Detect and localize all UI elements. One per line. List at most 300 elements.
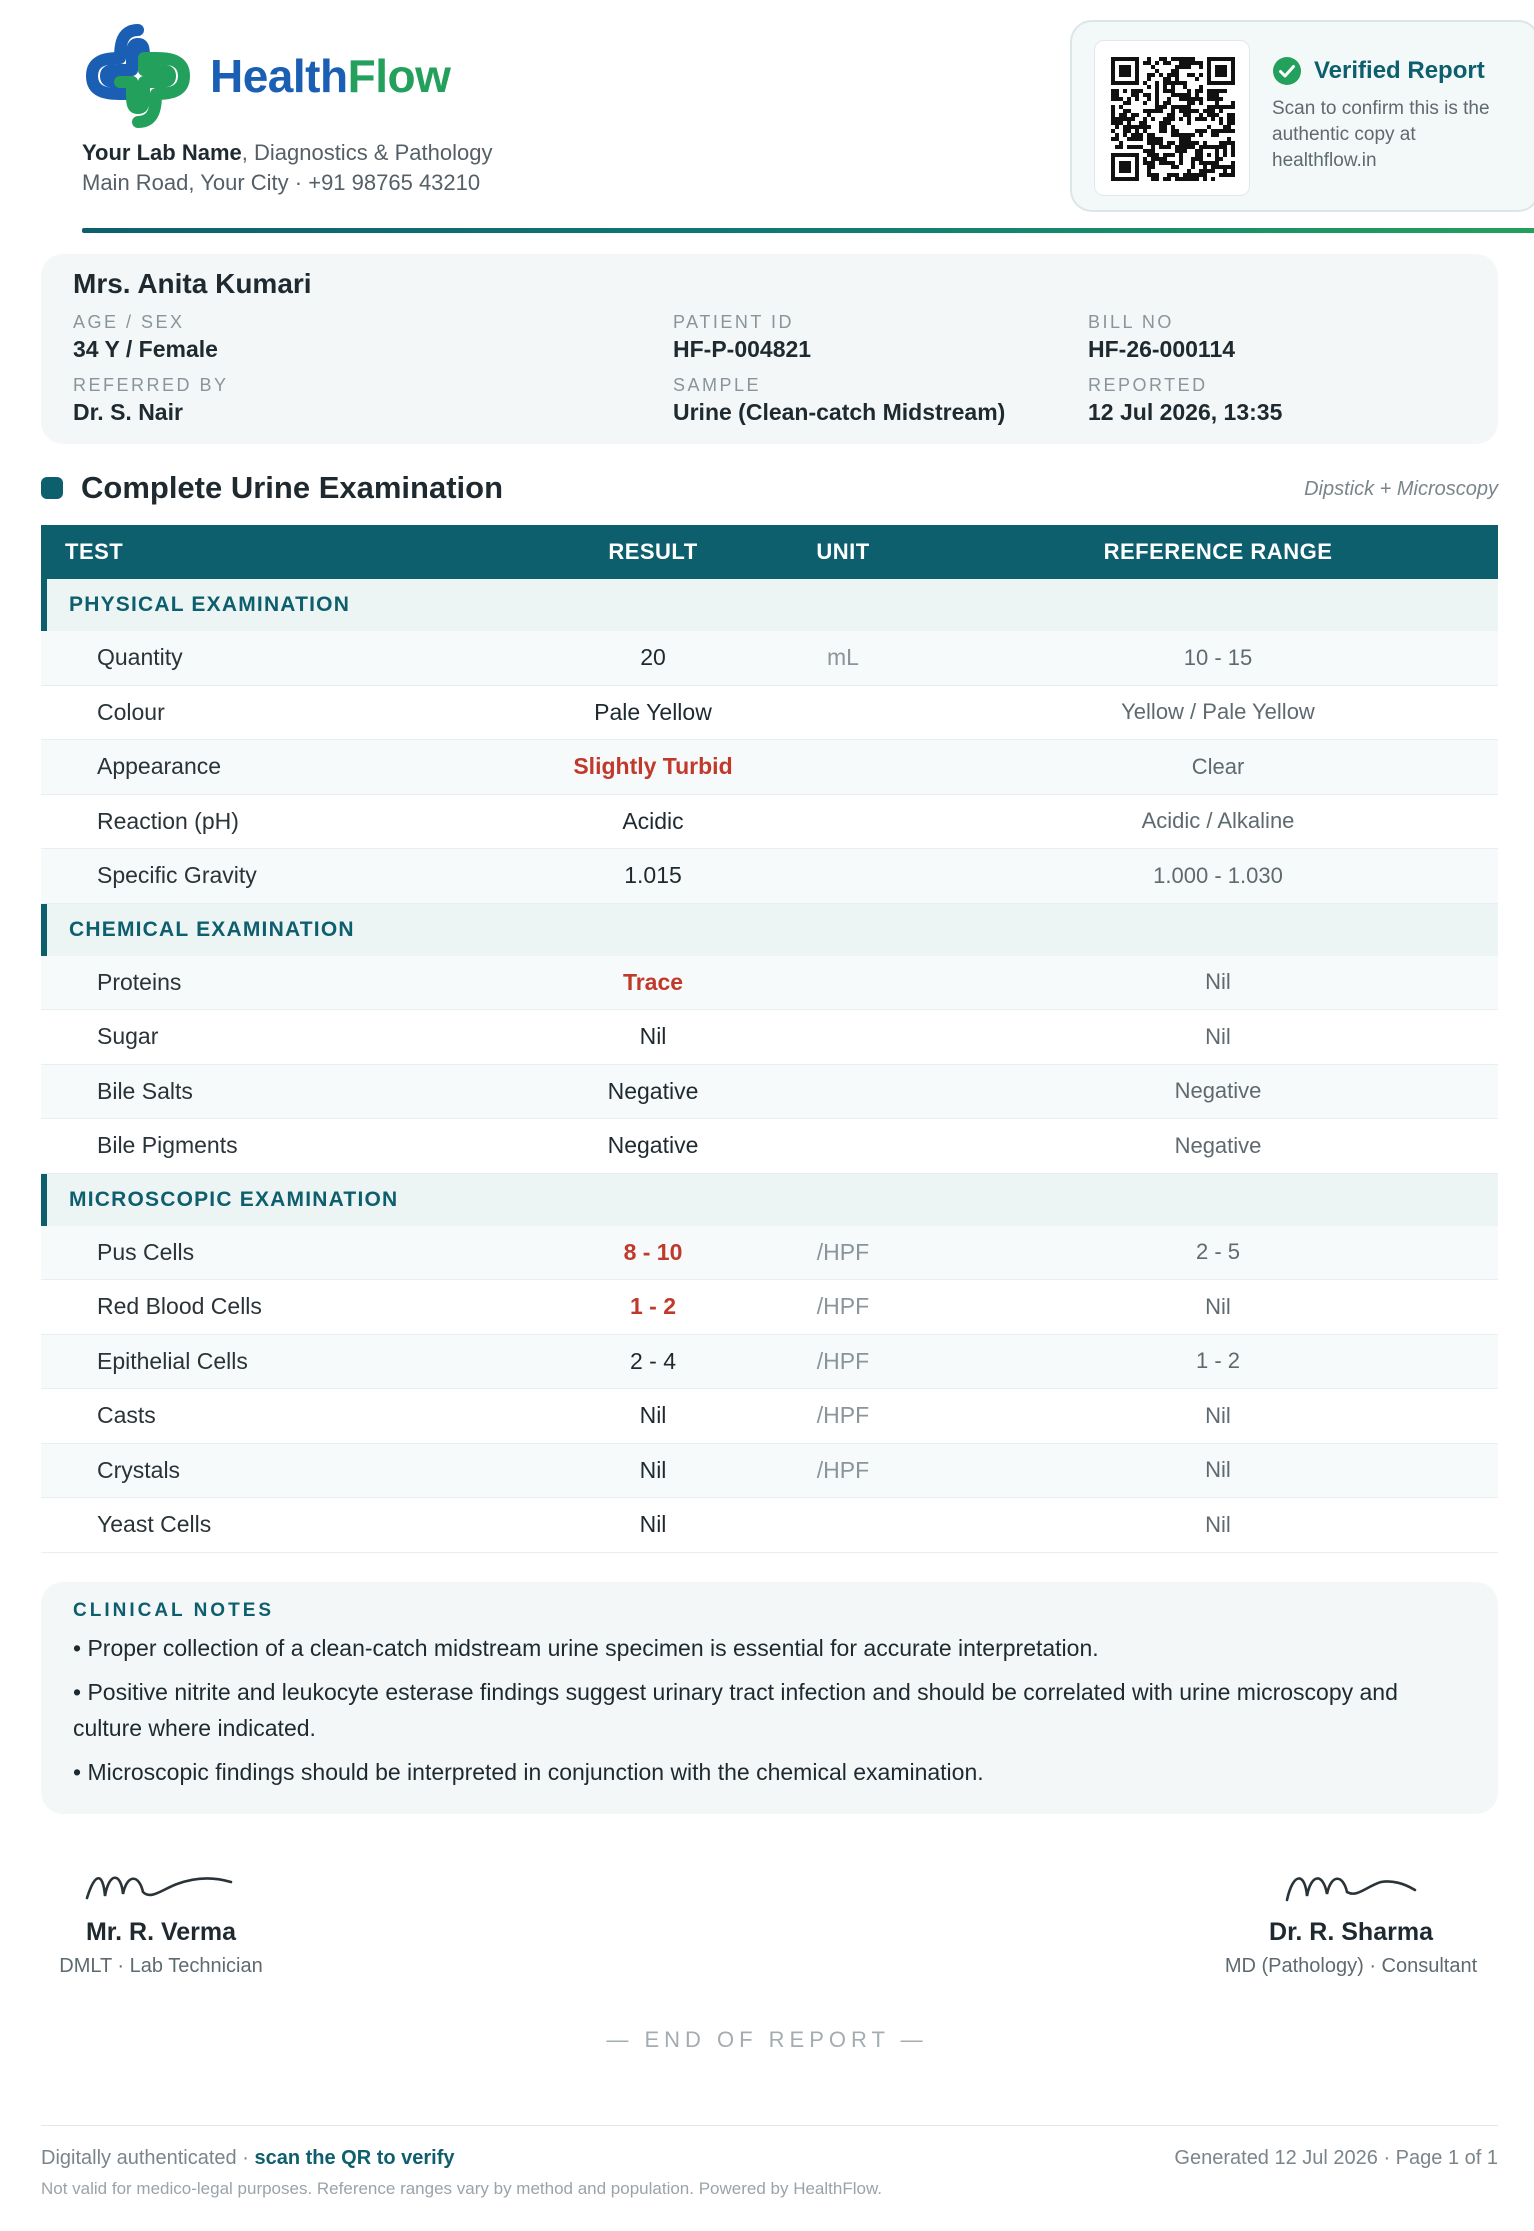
- qr-module: [1231, 165, 1235, 169]
- reported-label: REPORTED: [1088, 375, 1208, 395]
- qr-module: [1163, 105, 1167, 109]
- qr-module: [1151, 165, 1155, 169]
- qr-module: [1123, 125, 1127, 129]
- qr-module: [1163, 57, 1167, 61]
- qr-module: [1175, 69, 1179, 73]
- qr-module: [1175, 173, 1179, 177]
- reference-range-cell: Negative: [1174, 1132, 1262, 1158]
- qr-module: [1151, 153, 1155, 157]
- test-name-cell: Epithelial Cells: [97, 1347, 248, 1374]
- qr-module: [1159, 145, 1163, 149]
- qr-module: [1143, 129, 1147, 133]
- qr-module: [1143, 101, 1147, 105]
- qr-module: [1139, 133, 1143, 137]
- qr-module: [1171, 73, 1175, 77]
- qr-module: [1143, 117, 1147, 121]
- qr-module: [1163, 121, 1167, 125]
- qr-module: [1207, 105, 1211, 109]
- qr-module: [1171, 57, 1175, 61]
- qr-module: [1159, 121, 1163, 125]
- qr-module: [1219, 109, 1223, 113]
- qr-module: [1151, 149, 1155, 153]
- table-row: [41, 1010, 1498, 1065]
- qr-module: [1175, 105, 1179, 109]
- qr-module: [1171, 85, 1175, 89]
- brand-name-part2: Flow: [347, 50, 451, 102]
- qr-module: [1183, 133, 1187, 137]
- qr-module: [1127, 137, 1131, 141]
- qr-module: [1171, 173, 1175, 177]
- qr-module: [1171, 161, 1175, 165]
- qr-module: [1143, 157, 1147, 161]
- clinical-note: • Positive nitrite and leukocyte esterase findings suggest urinary tract infection and should be correlated with urine microscopy and culture where indicated.: [73, 1679, 1398, 1741]
- qr-module: [1147, 109, 1151, 113]
- qr-module: [1147, 125, 1151, 129]
- test-name-cell: Yeast Cells: [97, 1511, 212, 1538]
- qr-module: [1207, 89, 1211, 93]
- qr-module: [1123, 113, 1127, 117]
- qr-module: [1179, 161, 1183, 165]
- qr-module: [1191, 133, 1195, 137]
- qr-module: [1131, 89, 1135, 93]
- result-cell: Trace: [622, 968, 684, 995]
- qr-module: [1147, 173, 1151, 177]
- lab-address: Main Road, Your City · +91 98765 43210: [82, 170, 481, 195]
- qr-module: [1159, 161, 1163, 165]
- qr-module: [1155, 157, 1159, 161]
- qr-module: [1171, 129, 1175, 133]
- qr-module: [1159, 137, 1163, 141]
- qr-module: [1211, 105, 1215, 109]
- referred-by-label: REFERRED BY: [73, 375, 229, 395]
- qr-module: [1219, 157, 1223, 161]
- qr-module: [1187, 73, 1191, 77]
- qr-module: [1159, 109, 1163, 113]
- qr-module: [1167, 77, 1171, 81]
- qr-module: [1115, 93, 1119, 97]
- signature-scribble-icon: [81, 1862, 241, 1908]
- reference-range-cell: Nil: [1205, 1457, 1231, 1483]
- qr-module: [1171, 117, 1175, 121]
- qr-code[interactable]: [1094, 40, 1250, 196]
- qr-module: [1155, 173, 1159, 177]
- section-title: [41, 470, 503, 506]
- qr-module: [1187, 113, 1191, 117]
- verified-description: Scan to confirm this is the authentic copy at healthflow.in: [1272, 98, 1490, 171]
- qr-module: [1167, 121, 1171, 125]
- test-name-cell: Reaction (pH): [97, 807, 239, 834]
- reference-range-cell: Nil: [1205, 1511, 1231, 1537]
- qr-module: [1159, 105, 1163, 109]
- reference-range-cell: Acidic / Alkaline: [1141, 808, 1295, 834]
- qr-module: [1147, 77, 1151, 81]
- qr-module: [1223, 145, 1227, 149]
- qr-module: [1227, 165, 1231, 169]
- qr-module: [1203, 173, 1207, 177]
- qr-module: [1223, 169, 1227, 173]
- qr-module: [1127, 117, 1131, 121]
- qr-module: [1111, 109, 1115, 113]
- qr-module: [1215, 65, 1227, 77]
- qr-module: [1147, 137, 1151, 141]
- qr-module: [1171, 93, 1175, 97]
- qr-module: [1231, 113, 1235, 117]
- healthflow-cross-logo-icon: [82, 20, 194, 132]
- table-row: [41, 1226, 1498, 1281]
- footer-generated: Generated 12 Jul 2026 · Page 1 of 1: [1174, 2147, 1498, 2169]
- qr-module: [1155, 61, 1159, 65]
- qr-module: [1171, 69, 1175, 73]
- qr-module: [1151, 109, 1155, 113]
- qr-module: [1223, 89, 1227, 93]
- signature-technician: [41, 1862, 281, 1978]
- qr-module: [1231, 129, 1235, 133]
- qr-module: [1151, 117, 1155, 121]
- qr-module: [1231, 105, 1235, 109]
- qr-module: [1231, 141, 1235, 145]
- qr-module: [1163, 81, 1167, 85]
- table-row: [41, 1389, 1498, 1444]
- qr-module: [1147, 93, 1151, 97]
- qr-module: [1219, 89, 1223, 93]
- qr-module: [1195, 97, 1199, 101]
- qr-module: [1159, 157, 1163, 161]
- brand-logo: [82, 20, 450, 132]
- qr-module: [1147, 73, 1151, 77]
- table-group-header: CHEMICAL EXAMINATION: [41, 904, 1498, 956]
- reference-range-cell: Negative: [1174, 1078, 1262, 1104]
- qr-module: [1183, 85, 1187, 89]
- qr-module: [1175, 73, 1179, 77]
- lab-suffix: , Diagnostics & Pathology: [241, 140, 493, 165]
- qr-module: [1147, 149, 1151, 153]
- qr-module: [1211, 169, 1215, 173]
- qr-module: [1143, 61, 1147, 65]
- table-row: [41, 631, 1498, 686]
- signature-scribble-icon: [1281, 1862, 1421, 1908]
- qr-module: [1123, 109, 1127, 113]
- qr-module: [1163, 157, 1167, 161]
- section-title-text: Complete Urine Examination: [81, 470, 504, 505]
- patient-id-label: PATIENT ID: [673, 312, 795, 332]
- qr-module: [1211, 89, 1215, 93]
- qr-module: [1123, 117, 1127, 121]
- result-cell: 20: [640, 644, 666, 671]
- patient-id-value: HF-P-004821: [673, 336, 812, 362]
- qr-module: [1215, 165, 1219, 169]
- qr-module: [1183, 57, 1187, 61]
- qr-module: [1151, 177, 1155, 181]
- qr-module: [1175, 65, 1179, 69]
- consultant-name: Dr. R. Sharma: [1269, 1918, 1433, 1946]
- qr-module: [1191, 157, 1195, 161]
- qr-module: [1159, 141, 1163, 145]
- footer-divider: [41, 2125, 1498, 2126]
- table-row: [41, 956, 1498, 1011]
- qr-module: [1179, 157, 1183, 161]
- qr-module: [1175, 145, 1179, 149]
- result-cell: 1.015: [624, 862, 682, 889]
- qr-module: [1191, 101, 1195, 105]
- qr-module: [1171, 133, 1175, 137]
- qr-module: [1231, 161, 1235, 165]
- qr-module: [1175, 93, 1179, 97]
- qr-module: [1231, 173, 1235, 177]
- qr-module: [1171, 81, 1175, 85]
- signature-consultant: [1198, 1862, 1504, 1978]
- result-cell: Nil: [639, 1402, 667, 1429]
- unit-cell: /HPF: [816, 1347, 870, 1374]
- qr-module: [1151, 137, 1155, 141]
- reference-range-cell: Nil: [1205, 969, 1231, 995]
- qr-module: [1195, 61, 1199, 65]
- qr-module: [1183, 81, 1187, 85]
- qr-module: [1187, 109, 1191, 113]
- qr-module: [1155, 93, 1159, 97]
- qr-module: [1155, 105, 1159, 109]
- qr-module: [1155, 109, 1159, 113]
- qr-module: [1159, 57, 1163, 61]
- qr-module: [1195, 93, 1199, 97]
- reference-range-cell: Nil: [1205, 1402, 1231, 1428]
- sample-value: Urine (Clean-catch Midstream): [673, 399, 1006, 425]
- qr-module: [1223, 153, 1227, 157]
- qr-module: [1183, 113, 1187, 117]
- qr-module: [1215, 133, 1219, 137]
- qr-module: [1111, 121, 1115, 125]
- qr-module: [1147, 141, 1151, 145]
- qr-module: [1183, 61, 1187, 65]
- qr-module: [1155, 137, 1159, 141]
- check-circle-icon: [1272, 56, 1302, 86]
- qr-module: [1147, 113, 1151, 117]
- qr-module: [1155, 69, 1159, 73]
- qr-module: [1135, 113, 1139, 117]
- unit-cell: /HPF: [816, 1238, 870, 1265]
- brand-name-part1: Health: [210, 50, 348, 102]
- table-row: [41, 1119, 1498, 1174]
- qr-module: [1223, 165, 1227, 169]
- qr-module: [1131, 133, 1135, 137]
- qr-module: [1179, 97, 1183, 101]
- qr-module: [1211, 117, 1215, 121]
- qr-module: [1131, 137, 1135, 141]
- qr-module: [1171, 109, 1175, 113]
- qr-module: [1167, 117, 1171, 121]
- qr-module: [1211, 129, 1215, 133]
- reference-range-cell: 10 - 15: [1183, 644, 1253, 670]
- qr-module: [1175, 77, 1179, 81]
- qr-module: [1227, 117, 1231, 121]
- qr-module: [1163, 177, 1167, 181]
- qr-module: [1179, 137, 1183, 141]
- results-table: [41, 525, 1498, 1553]
- qr-module: [1219, 141, 1223, 145]
- qr-module: [1207, 169, 1211, 173]
- qr-module: [1183, 93, 1187, 97]
- result-cell: 8 - 10: [623, 1238, 683, 1265]
- test-name-cell: Appearance: [97, 753, 222, 780]
- verify-card: [1070, 20, 1534, 212]
- qr-module: [1199, 61, 1203, 65]
- qr-module: [1199, 65, 1203, 69]
- qr-module: [1131, 117, 1135, 121]
- qr-module: [1211, 177, 1215, 181]
- qr-module: [1139, 145, 1143, 149]
- qr-module: [1231, 145, 1235, 149]
- qr-module: [1231, 121, 1235, 125]
- qr-module: [1159, 125, 1163, 129]
- qr-module: [1171, 125, 1175, 129]
- qr-module: [1115, 97, 1119, 101]
- result-cell: Pale Yellow: [594, 698, 712, 725]
- qr-module: [1179, 93, 1183, 97]
- qr-module: [1183, 141, 1187, 145]
- table-row: [41, 849, 1498, 904]
- qr-module: [1175, 177, 1179, 181]
- qr-module: [1151, 73, 1155, 77]
- qr-module: [1195, 157, 1199, 161]
- qr-module: [1191, 73, 1195, 77]
- qr-module: [1207, 125, 1211, 129]
- qr-module: [1187, 101, 1191, 105]
- qr-module: [1143, 81, 1147, 85]
- qr-module: [1147, 57, 1151, 61]
- clinical-note: • Proper collection of a clean-catch midstream urine specimen is essential for accurate interpretation.: [73, 1635, 1099, 1661]
- qr-module: [1211, 97, 1215, 101]
- table-row: [41, 1280, 1498, 1335]
- reference-range-cell: Clear: [1191, 753, 1245, 779]
- section-method: Dipstick + Microscopy: [1304, 478, 1498, 500]
- qr-module: [1191, 141, 1195, 145]
- header-divider: [82, 228, 1534, 233]
- qr-module: [1179, 61, 1183, 65]
- qr-module: [1155, 141, 1159, 145]
- qr-module: [1163, 125, 1167, 129]
- qr-module: [1187, 121, 1191, 125]
- qr-module: [1171, 165, 1175, 169]
- qr-module: [1187, 93, 1191, 97]
- header-reference-range: REFERENCE RANGE: [1103, 539, 1333, 564]
- qr-module: [1147, 133, 1151, 137]
- bill-no-value: HF-26-000114: [1088, 336, 1236, 362]
- qr-module: [1231, 117, 1235, 121]
- qr-module: [1151, 145, 1155, 149]
- qr-module: [1195, 89, 1199, 93]
- qr-module: [1187, 65, 1191, 69]
- qr-module: [1143, 109, 1147, 113]
- table-header: [41, 525, 1498, 579]
- qr-module: [1199, 129, 1203, 133]
- qr-module: [1187, 169, 1191, 173]
- qr-module: [1135, 133, 1139, 137]
- result-cell: Slightly Turbid: [573, 753, 733, 780]
- qr-module: [1219, 121, 1223, 125]
- qr-module: [1183, 173, 1187, 177]
- qr-module: [1171, 113, 1175, 117]
- qr-module: [1203, 109, 1207, 113]
- qr-module: [1167, 173, 1171, 177]
- qr-module: [1211, 109, 1215, 113]
- qr-module: [1115, 137, 1119, 141]
- qr-module: [1147, 169, 1151, 173]
- qr-module: [1119, 65, 1131, 77]
- qr-module: [1151, 65, 1155, 69]
- qr-module: [1127, 101, 1131, 105]
- patient-card: [41, 254, 1498, 444]
- qr-module: [1111, 117, 1115, 121]
- qr-module: [1155, 153, 1159, 157]
- qr-module: [1155, 81, 1159, 85]
- qr-module: [1223, 141, 1227, 145]
- qr-module: [1191, 145, 1195, 149]
- technician-role: DMLT · Lab Technician: [59, 1955, 263, 1977]
- qr-module: [1175, 129, 1179, 133]
- qr-module: [1207, 93, 1211, 97]
- qr-module: [1135, 137, 1139, 141]
- qr-module: [1167, 177, 1171, 181]
- qr-module: [1127, 109, 1131, 113]
- footer-verify-link[interactable]: scan the QR to verify: [254, 2147, 455, 2169]
- qr-module: [1131, 125, 1135, 129]
- bill-no-label: BILL NO: [1088, 312, 1174, 332]
- qr-module: [1147, 153, 1151, 157]
- qr-module: [1147, 165, 1151, 169]
- qr-module: [1199, 117, 1203, 121]
- table-group-header: MICROSCOPIC EXAMINATION: [41, 1174, 1498, 1226]
- test-name-cell: Crystals: [97, 1456, 181, 1483]
- qr-module: [1159, 73, 1163, 77]
- qr-module: [1191, 165, 1195, 169]
- qr-module: [1199, 85, 1203, 89]
- qr-module: [1111, 93, 1115, 97]
- qr-module: [1215, 97, 1219, 101]
- qr-module: [1203, 117, 1207, 121]
- qr-module: [1143, 149, 1147, 153]
- qr-module: [1195, 129, 1199, 133]
- qr-module: [1147, 61, 1151, 65]
- qr-module: [1111, 105, 1115, 109]
- table-row: [41, 795, 1498, 850]
- qr-module: [1195, 117, 1199, 121]
- qr-module: [1111, 137, 1115, 141]
- verified-title-text: Verified Report: [1314, 57, 1485, 84]
- qr-module: [1187, 61, 1191, 65]
- qr-module: [1119, 97, 1123, 101]
- qr-module: [1115, 133, 1119, 137]
- test-name-cell: Colour: [97, 698, 165, 725]
- reference-range-cell: Nil: [1205, 1023, 1231, 1049]
- qr-module: [1231, 153, 1235, 157]
- qr-module: [1183, 145, 1187, 149]
- unit-cell: /HPF: [816, 1293, 870, 1320]
- qr-module: [1115, 145, 1119, 149]
- qr-module: [1207, 153, 1211, 157]
- qr-module: [1163, 153, 1167, 157]
- qr-module: [1163, 85, 1167, 89]
- result-cell: Negative: [607, 1077, 699, 1104]
- qr-module: [1179, 149, 1183, 153]
- clinical-notes-title: CLINICAL NOTES: [73, 1600, 275, 1621]
- qr-module: [1163, 101, 1167, 105]
- report-header: [41, 0, 1493, 232]
- unit-cell: /HPF: [816, 1456, 870, 1483]
- qr-module: [1115, 121, 1119, 125]
- qr-module: [1151, 141, 1155, 145]
- result-cell: 1 - 2: [629, 1293, 677, 1320]
- qr-module: [1123, 89, 1127, 93]
- qr-module: [1183, 137, 1187, 141]
